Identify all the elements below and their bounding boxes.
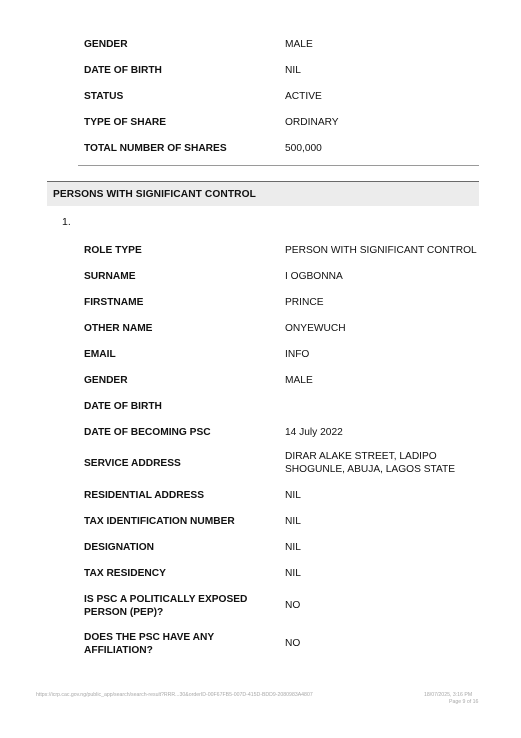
field-label: OTHER NAME [84,323,153,334]
field-label: DATE OF BIRTH [84,401,162,412]
field-label: TOTAL NUMBER OF SHARES [84,143,227,154]
field-value: MALE [285,39,313,50]
footer-url: https://icrp.cac.gov.ng/public_app/search/search-result?RRR...30&orderID-00F67FB5-007D-415D-BDD9-2080983A4807 [36,692,313,698]
field-value: NIL [285,568,301,579]
field-value: ONYEWUCH [285,323,346,334]
field-value: NO [285,600,301,611]
field-value: 14 July 2022 [285,427,343,438]
field-label: EMAIL [84,349,116,360]
field-value: MALE [285,375,313,386]
field-label: DATE OF BIRTH [84,65,162,76]
field-value: 500,000 [285,143,322,154]
field-label: TAX IDENTIFICATION NUMBER [84,516,235,527]
field-value: DIRAR ALAKE STREET, LADIPO [285,451,437,462]
field-value: ORDINARY [285,117,339,128]
section-title: PERSONS WITH SIGNIFICANT CONTROL [53,189,256,200]
field-label: GENDER [84,375,128,386]
field-value: NIL [285,516,301,527]
field-label: TAX RESIDENCY [84,568,166,579]
field-label-line2: AFFILIATION? [84,645,153,656]
field-label: SURNAME [84,271,136,282]
footer-page-number: Page 9 of 16 [449,699,479,705]
field-label: ROLE TYPE [84,245,142,256]
field-label: IS PSC A POLITICALLY EXPOSED [84,594,248,605]
field-label: FIRSTNAME [84,297,144,308]
field-label: DESIGNATION [84,542,154,553]
field-value: NIL [285,542,301,553]
section-header [47,181,479,206]
field-value: INFO [285,349,310,360]
field-value: ACTIVE [285,91,322,102]
section-divider [78,165,479,166]
field-label: GENDER [84,39,128,50]
field-value: I OGBONNA [285,271,343,282]
field-label: STATUS [84,91,124,102]
field-label: DOES THE PSC HAVE ANY [84,632,215,643]
field-label-line2: PERSON (PEP)? [84,607,164,618]
field-value: PERSON WITH SIGNIFICANT CONTROL [285,245,477,256]
field-label: SERVICE ADDRESS [84,458,181,469]
field-value: NIL [285,65,301,76]
field-value-line2: SHOGUNLE, ABUJA, LAGOS STATE [285,464,456,475]
field-label: RESIDENTIAL ADDRESS [84,490,205,501]
field-value: PRINCE [285,297,324,308]
field-label: DATE OF BECOMING PSC [84,427,211,438]
field-label: TYPE OF SHARE [84,117,167,128]
footer-datetime: 18/07/2025, 3:16 PM [424,692,473,698]
item-number: 1. [62,216,71,228]
field-value: NIL [285,490,301,501]
field-value: NO [285,638,301,649]
